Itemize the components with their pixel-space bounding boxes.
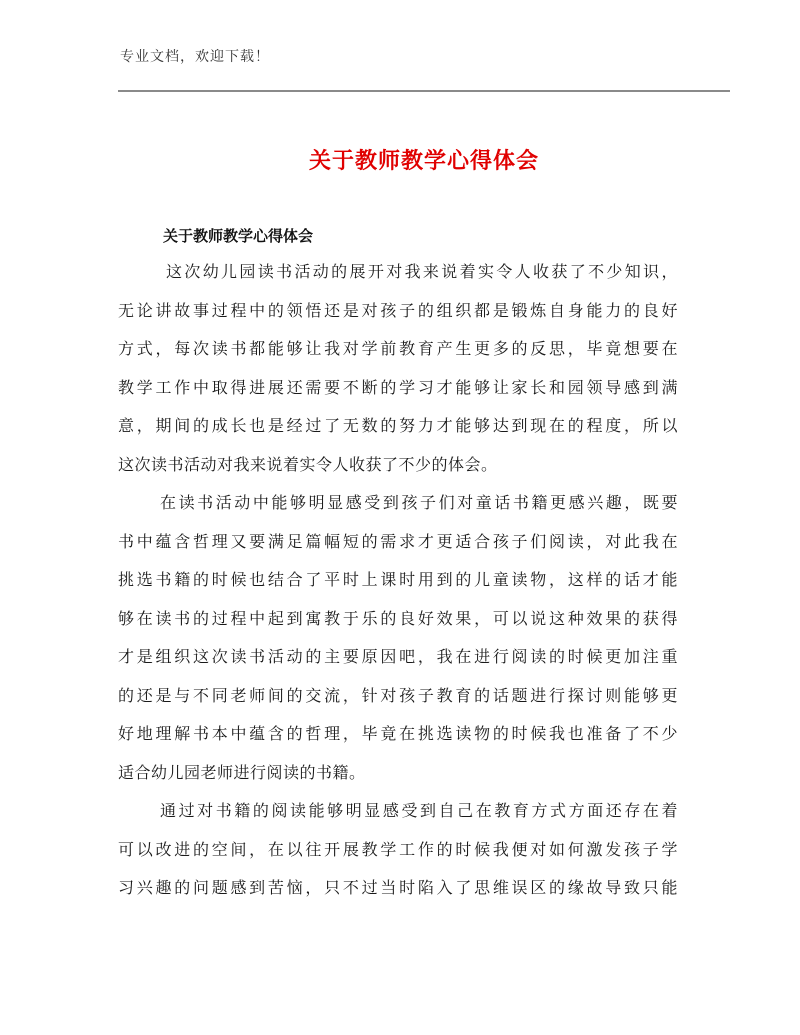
paragraph xyxy=(118,484,678,792)
text-line: 书中蕴含哲理又要满足篇幅短的需求才更适合孩子们阅读，对此我在 xyxy=(118,531,678,551)
text-line: 挑选书籍的时候也结合了平时上课时用到的儿童读物，这样的话才能 xyxy=(118,570,678,589)
document-subtitle: 关于教师教学心得体会 xyxy=(163,227,314,245)
header-divider xyxy=(118,90,730,92)
text-line: 习兴趣的问题感到苦恼，只不过当时陷入了思维误区的缘故导致只能 xyxy=(118,878,678,897)
document-title: 关于教师教学心得体会 xyxy=(308,149,539,174)
paragraph xyxy=(118,253,678,484)
text-line: 通过对书籍的阅读能够明显感受到自己在教育方式方面还存在着 xyxy=(160,801,678,820)
text-line: 无论讲故事过程中的领悟还是对孩子的组织都是锻炼自身能力的良好 xyxy=(118,300,678,320)
text-line: 这次幼儿园读书活动的展开对我来说着实令人收获了不少知识， xyxy=(166,262,678,281)
text-line: 意，期间的成长也是经过了无数的努力才能够达到现在的程度，所以 xyxy=(118,416,678,435)
text-line: 可以改进的空间，在以往开展教学工作的时候我便对如何激发孩子学 xyxy=(118,839,678,859)
text-line: 够在读书的过程中起到寓教于乐的良好效果，可以说这种效果的获得 xyxy=(118,608,678,628)
text-line: 的还是与不同老师间的交流，针对孩子教育的话题进行探讨则能够更 xyxy=(118,685,678,705)
text-line: 这次读书活动对我来说着实令人收获了不少的体会。 xyxy=(118,454,498,474)
text-line: 在读书活动中能够明显感受到孩子们对童话书籍更感兴趣，既要 xyxy=(160,493,678,512)
text-line: 好地理解书本中蕴含的哲理，毕竟在挑选读物的时候我也准备了不少 xyxy=(118,724,678,743)
text-line: 适合幼儿园老师进行阅读的书籍。 xyxy=(118,762,366,782)
text-line: 教学工作中取得进展还需要不断的学习才能够让家长和园领导感到满 xyxy=(118,377,678,397)
text-line: 才是组织这次读书活动的主要原因吧，我在进行阅读的时候更加注重 xyxy=(118,647,678,666)
header-note: 专业文档，欢迎下载！ xyxy=(120,49,270,65)
text-line: 方式，每次读书都能够让我对学前教育产生更多的反思，毕竟想要在 xyxy=(118,339,678,358)
paragraph xyxy=(118,792,678,908)
document-body xyxy=(118,253,678,908)
